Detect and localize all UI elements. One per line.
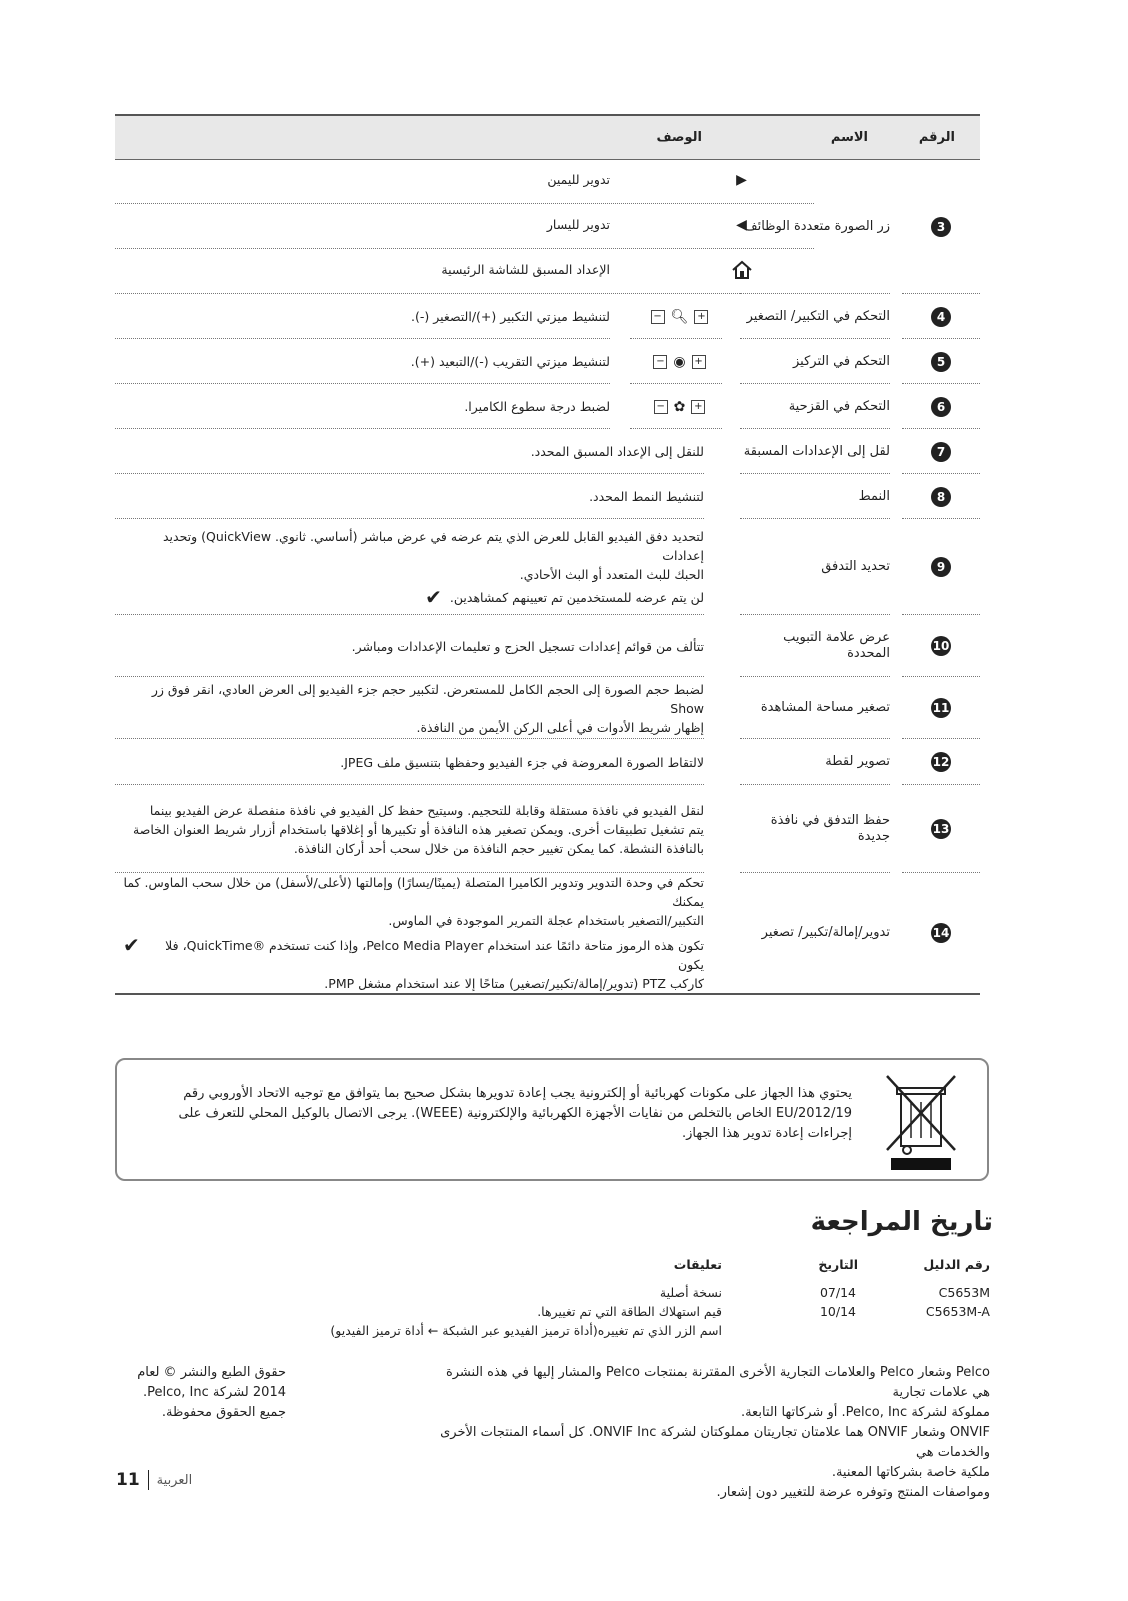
row-name: حفظ التدفق في نافذة جديدة bbox=[770, 813, 890, 844]
number-badge: 13 bbox=[931, 819, 951, 839]
checkmark-icon: ✔ bbox=[123, 933, 140, 957]
row-description: لتحديد دفق الفيديو القابل للعرض الذي يتم عرضه في عرض مباشر (أساسي. ثانوي. QuickView) وتحديد إعدادات الحبك للبث المتعدد أو البث الأحادي. لن يتم عرضه للمستخدمين تم تعيينهم كمشاهدين. ✔ bbox=[123, 519, 704, 615]
table-row-3 bbox=[115, 160, 980, 294]
table-row-4 bbox=[115, 294, 980, 339]
note: لن يتم عرضه للمستخدمين تم تعيينهم كمشاهدين. ✔ bbox=[425, 585, 704, 609]
row-description: لنقل الفيديو في نافذة مستقلة وقابلة للتحجيم. وسيتيح حفظ كل الفيديو في نافذة منفصلة عرض الفيديو بينما يتم تشغيل تطبيقات أخرى. ويمكن تصغير هذه النافذة أو تكبيرها أو إغلاقها باستخدام أزرار شريط العنوان الخاصة بالنافذة النشطة. كما يمكن تغيير حجم النافذة من خلال سحب أحد أركان النافذة. bbox=[133, 802, 704, 856]
rev-date: 07/14 bbox=[819, 1285, 856, 1300]
play-left-icon: ◀ bbox=[736, 217, 747, 233]
number-badge: 14 bbox=[931, 923, 951, 943]
header-number: الرقم bbox=[918, 130, 955, 145]
revision-title: تاريخ المراجعة bbox=[810, 1207, 993, 1237]
note: تكون هذه الرموز متاحة دائمًا عند استخدام Pelco Media Player، وإذا كنت تستخدم ®QuickTime، فلا يكون كاركب PTZ (تدوير/إمالة/تكبير/تصغير) متاحًا إلا عند استخدام مشغل PMP. ✔ bbox=[123, 933, 704, 991]
row-name: لقل إلى الإعدادات المسبقة bbox=[743, 443, 890, 459]
language-label: العربية bbox=[156, 1472, 193, 1488]
row-name: تصغير مساحة المشاهدة bbox=[760, 700, 890, 715]
rev-comment: اسم الزر الذي تم تغييره(أداة ترميز الفيديو عبر الشبكة ← أداة ترميز الفيديو) bbox=[330, 1323, 722, 1338]
row-description: تتألف من قوائم إعدادات تسجيل الحزج و تعليمات الإعدادات ومباشر. bbox=[351, 638, 704, 654]
rev-manual: C5653M bbox=[938, 1285, 990, 1300]
weee-notice bbox=[115, 1058, 989, 1181]
checkmark-icon: ✔ bbox=[425, 585, 442, 609]
table-row-12 bbox=[115, 739, 980, 785]
row-name: عرض علامة التبويب المحددة bbox=[783, 630, 890, 661]
row-description: لضبط حجم الصورة إلى الحجم الكامل للمستعرض. لتكبير حجم جزء الفيديو إلى العرض العادي، انقر فوق زر Show إظهار شريط الأدوات في أعلى الركن الأيمن من النافذة. bbox=[151, 681, 704, 735]
row-name: التحكم في التركيز bbox=[793, 353, 890, 369]
table-header bbox=[115, 116, 980, 160]
number-badge: 12 bbox=[931, 752, 951, 772]
trademark-notice: Pelco وشعار Pelco والعلامات التجارية الأخرى المقترنة بمنتجات Pelco والمشار إليها في هذه النشرة هي علامات تجارية مملوكة لشركة Pelco, Inc. أو شركاتها التابعة. ONVIF وشعار ONVIF هما علامتان تجاريتان مملوكتان لشركة ONVIF Inc. كل أسماء المنتجات الأخرى والخدمات هي ملكية خاصة بشركاتها المعنية. ومواصفات المنتج وتوفره عرضة للتغيير دون إشعار. bbox=[440, 1365, 990, 1500]
row-name: التحكم في التكبير/ التصغير bbox=[746, 308, 890, 324]
rev-manual: C5653M-A bbox=[925, 1304, 990, 1319]
rev-comment: قيم استهلاك الطاقة التي تم تغييرها. bbox=[537, 1304, 722, 1319]
row-description: لضبط درجة سطوع الكاميرا. bbox=[464, 399, 610, 414]
row-description: الإعداد المسبق للشاشة الرئيسية bbox=[441, 262, 610, 277]
row-name: زر الصورة متعددة الوظائف bbox=[744, 219, 890, 234]
table-row-9 bbox=[115, 519, 980, 615]
row-name: النمط bbox=[858, 488, 890, 504]
list-item bbox=[115, 204, 747, 249]
rev-date: 10/14 bbox=[819, 1304, 856, 1319]
number-badge: 4 bbox=[931, 307, 951, 327]
focus-icon: + ◉ − bbox=[637, 339, 722, 384]
home-icon bbox=[699, 259, 784, 285]
row-description: تحكم في وحدة التدوير وتدوير الكاميرا المتصلة (يمينًا/يسارًا) وإمالتها (لأعلى/لأسفل) من خلال سحب الماوس. كما يمكنك التكبير/التصغير باستخدام عجلة التمرير الموجودة في الماوس. تكون هذه الرموز متاحة دائمًا عند استخدام Pelco Media Player، وإذا كنت تستخدم ®QuickTime، فلا يكون كاركب PTZ (تدوير/إمالة/تكبير/تصغير) متاحًا إلا عند استخدام مشغل PMP. ✔ bbox=[123, 875, 704, 991]
table-row-5 bbox=[115, 339, 980, 384]
zoom-icon: + 🔍︎ − bbox=[637, 294, 722, 339]
controls-table bbox=[115, 114, 980, 995]
number-badge: 11 bbox=[931, 698, 951, 718]
row-description: للنقل إلى الإعداد المسبق المحدد. bbox=[530, 444, 704, 459]
page-number: 11 bbox=[116, 1470, 140, 1490]
row-name: تصوير لقطة bbox=[825, 754, 890, 769]
number-badge: 9 bbox=[931, 557, 951, 577]
row-name: تدوير/إمالة/تكبير/ تصغير bbox=[761, 925, 890, 940]
number-badge: 5 bbox=[931, 352, 951, 372]
number-badge: 8 bbox=[931, 487, 951, 507]
play-right-icon: ▶ bbox=[736, 172, 747, 188]
number-badge: 6 bbox=[931, 397, 951, 417]
list-item bbox=[115, 249, 722, 294]
rev-header-comments: تعليقات bbox=[673, 1257, 722, 1272]
rev-comment: نسخة أصلية bbox=[659, 1285, 722, 1300]
number-badge: 10 bbox=[931, 636, 951, 656]
copyright-notice: حقوق الطبع والنشر © لعام 2014 لشركة Pelco, Inc. جميع الحقوق محفوظة. bbox=[137, 1365, 286, 1420]
row-name: التحكم في القزحية bbox=[788, 398, 890, 414]
table-row-10 bbox=[115, 615, 980, 677]
header-description: الوصف bbox=[656, 130, 702, 145]
crossed-bin-icon bbox=[883, 1072, 959, 1170]
row-description: لالتقاط الصورة المعروضة في جزء الفيديو وحفظها بتنسيق ملف JPEG. bbox=[340, 754, 704, 770]
list-item bbox=[115, 160, 747, 204]
number-badge: 7 bbox=[931, 442, 951, 462]
row-description: تدوير لليسار bbox=[546, 217, 610, 232]
row-description: تدوير لليمين bbox=[547, 172, 610, 187]
table-row-11 bbox=[115, 677, 980, 739]
table-row-8 bbox=[115, 474, 980, 519]
table-row-13 bbox=[115, 785, 980, 873]
row-description: لتنشيط ميزتي التكبير (+)/التصغير (-). bbox=[411, 309, 610, 324]
rev-header-manual: رقم الدليل bbox=[923, 1257, 990, 1272]
page-footer bbox=[116, 1470, 192, 1490]
row-description: لتنشيط النمط المحدد. bbox=[589, 489, 704, 504]
row-name: تحديد التدفق bbox=[821, 559, 890, 574]
rev-header-date: التاريخ bbox=[818, 1257, 858, 1272]
header-name: الاسم bbox=[830, 130, 868, 145]
iris-icon: + ✿ − bbox=[637, 384, 722, 429]
table-row-6 bbox=[115, 384, 980, 429]
number-badge: 3 bbox=[931, 217, 951, 237]
row-description: لتنشيط ميزتي التقريب (-)/التبعيد (+). bbox=[410, 354, 610, 369]
table-row-14 bbox=[115, 873, 980, 993]
table-row-7 bbox=[115, 429, 980, 474]
weee-text: يحتوي هذا الجهاز على مكونات كهربائية أو إلكترونية يجب إعادة تدويرها بشكل صحيح بما يتوافق مع توجيه الاتحاد الأوروبي رقم EU/2012/19 الخاص بالتخلص من نفايات الأجهزة الكهربائية والإلكترونية (WEEE). يرجى الاتصال بالوكيل المحلي للتعرف على إجراءات إعادة تدوير هذا الجهاز. bbox=[178, 1086, 852, 1141]
